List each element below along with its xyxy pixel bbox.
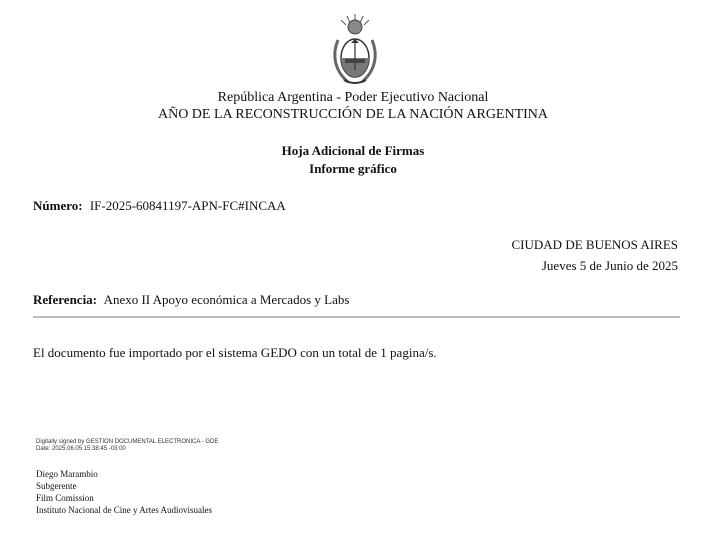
government-header: República Argentina - Poder Ejecutivo Nacional (217, 90, 489, 105)
reference (33, 292, 349, 308)
signer-department: Film Comission (36, 493, 94, 503)
signer-role: Subgerente (36, 481, 77, 491)
divider (33, 316, 680, 318)
year-motto: AÑO DE LA RECONSTRUCCIÓN DE LA NACIÓN ARGENTINA (157, 107, 549, 122)
argentina-coat-of-arms-icon (330, 12, 380, 90)
digital-signature-line: Digitally signed by GESTION DOCUMENTAL ELECTRONICA - GDE (36, 439, 219, 445)
signer-name: Diego Marambio (36, 469, 98, 479)
signer-institution: Instituto Nacional de Cine y Artes Audiovisuales (36, 505, 212, 515)
reference-value: Anexo II Apoyo económica a Mercados y Labs (103, 292, 350, 307)
document-number-value: IF-2025-60841197-APN-FC#INCAA (89, 198, 286, 213)
document-date: Jueves 5 de Junio de 2025 (541, 258, 678, 273)
document-title: Hoja Adicional de Firmas (281, 143, 425, 158)
digital-signature-date: Date: 2025.06.05 15:38:45 -03:00 (36, 446, 126, 452)
location-city: CIUDAD DE BUENOS AIRES (511, 237, 678, 252)
document-number (33, 198, 286, 214)
document-subtitle: Informe gráfico (309, 161, 397, 176)
document-number-label: Número: (33, 198, 83, 213)
body-text: El documento fue importado por el sistema GEDO con un total de 1 pagina/s. (33, 345, 437, 360)
reference-label: Referencia: (33, 292, 98, 307)
